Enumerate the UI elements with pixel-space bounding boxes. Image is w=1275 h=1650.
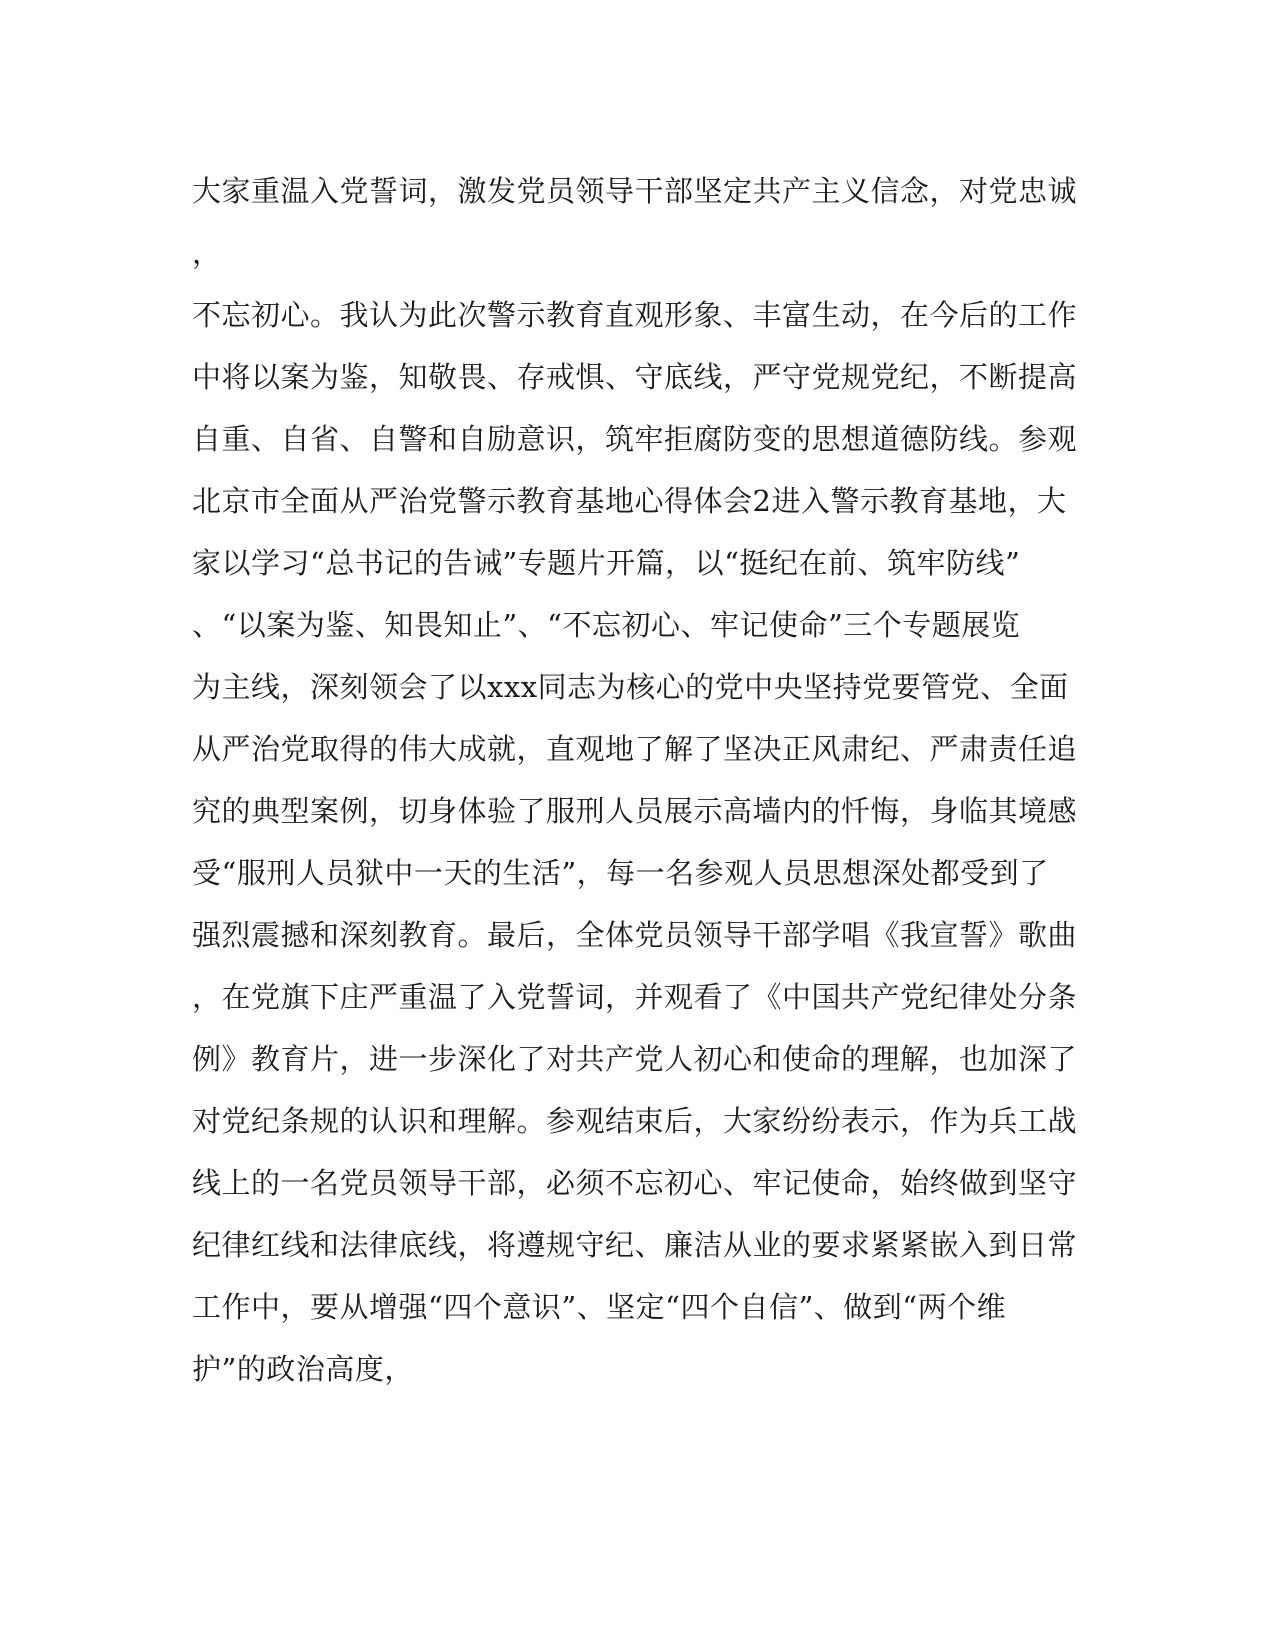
text-line: 为主线，深刻领会了以xxx同志为核心的党中央坚持党要管党、全面 bbox=[192, 670, 1069, 704]
text-line: 自重、自省、自警和自励意识，筑牢拒腐防变的思想道德防线。参观 bbox=[192, 422, 1078, 456]
text-line: 北京市全面从严治党警示教育基地心得体会2进入警示教育基地，大 bbox=[192, 484, 1067, 518]
body-text bbox=[192, 160, 1078, 1400]
text-line: ， bbox=[192, 236, 222, 270]
text-line: 中将以案为鉴，知敬畏、存戒惧、守底线，严守党规党纪，不断提高 bbox=[192, 360, 1078, 394]
text-line: 究的典型案例，切身体验了服刑人员展示高墙内的忏悔，身临其境感 bbox=[192, 794, 1078, 828]
text-line: 线上的一名党员领导干部，必须不忘初心、牢记使命，始终做到坚守 bbox=[192, 1166, 1078, 1200]
text-line: 对党纪条规的认识和理解。参观结束后，大家纷纷表示，作为兵工战 bbox=[192, 1104, 1078, 1138]
text-line: 大家重温入党誓词，激发党员领导干部坚定共产主义信念，对党忠诚 bbox=[192, 174, 1078, 208]
text-line: 工作中，要从增强“四个意识”、坚定“四个自信”、做到“两个维 bbox=[192, 1290, 1007, 1324]
text-line: 不忘初心。我认为此次警示教育直观形象、丰富生动，在今后的工作 bbox=[192, 298, 1078, 332]
text-line: ，在党旗下庄严重温了入党誓词，并观看了《中国共产党纪律处分条 bbox=[192, 980, 1078, 1014]
text-line: 受“服刑人员狱中一天的生活”，每一名参观人员思想深处都受到了 bbox=[192, 856, 1049, 890]
text-line: 护”的政治高度， bbox=[192, 1352, 414, 1386]
text-line: 、“以案为鉴、知畏知止”、“不忘初心、牢记使命”三个专题展览 bbox=[192, 608, 1021, 642]
text-line: 纪律红线和法律底线，将遵规守纪、廉洁从业的要求紧紧嵌入到日常 bbox=[192, 1228, 1078, 1262]
text-line: 例》教育片，进一步深化了对共产党人初心和使命的理解，也加深了 bbox=[192, 1042, 1078, 1076]
text-line: 强烈震撼和深刻教育。最后，全体党员领导干部学唱《我宣誓》歌曲 bbox=[192, 918, 1078, 952]
text-line: 从严治党取得的伟大成就，直观地了解了坚决正风肃纪、严肃责任追 bbox=[192, 732, 1078, 766]
text-line: 家以学习“总书记的告诫”专题片开篇，以“挺纪在前、筑牢防线” bbox=[192, 546, 1021, 580]
